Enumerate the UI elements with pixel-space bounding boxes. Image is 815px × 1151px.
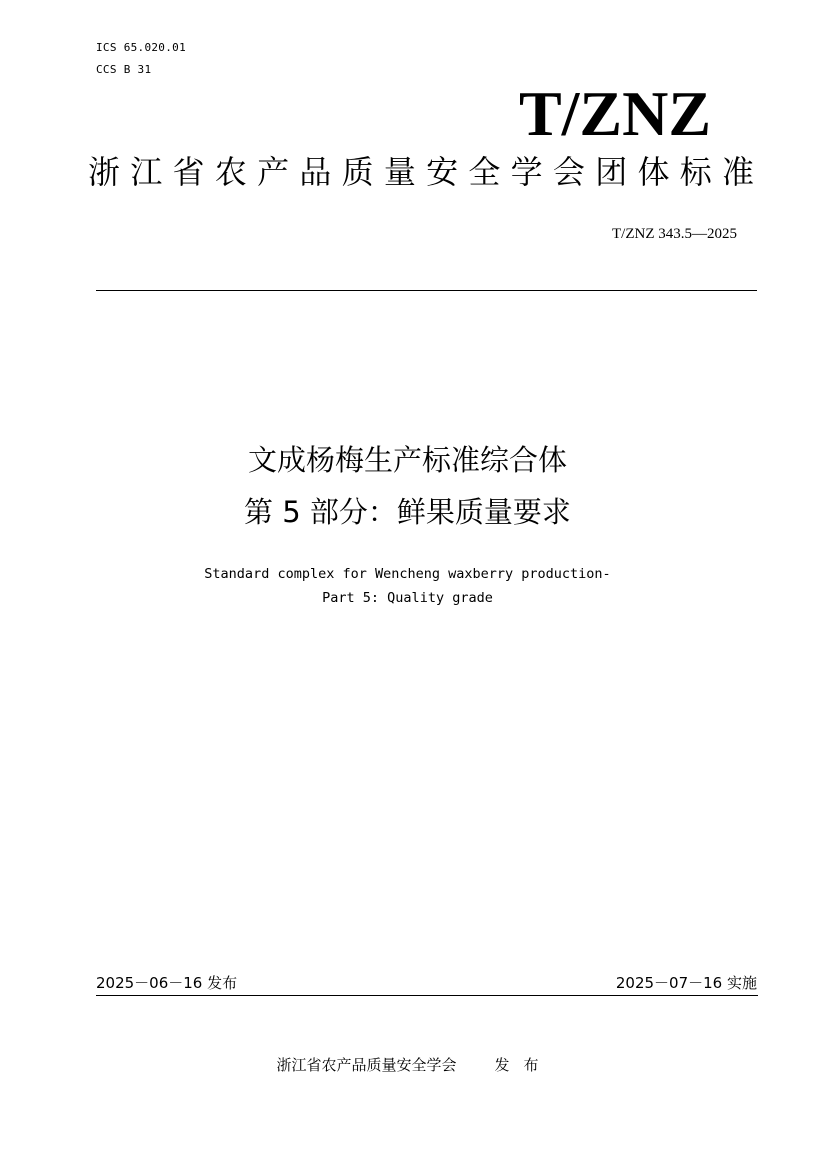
publish-date: 2025－06－16 发布: [96, 974, 238, 992]
standard-mark: T/ZNZ: [518, 78, 711, 149]
document-title: 文成杨梅生产标准综合体: [247, 443, 567, 477]
ics-code: ICS 65.020.01: [96, 41, 186, 54]
organization-heading-char: 准: [721, 153, 754, 191]
ccs-code: CCS B 31: [96, 63, 152, 76]
english-title-line-1: Standard complex for Wencheng waxberry production-: [204, 566, 611, 582]
organization-heading-char: 品: [299, 153, 332, 191]
document-subtitle: 第 5 部分：鲜果质量要求: [244, 495, 571, 529]
publisher-name: 浙江省农产品质量安全学会: [276, 1056, 457, 1074]
organization-heading-char: 团: [595, 153, 628, 191]
english-title-line-2: Part 5: Quality grade: [322, 590, 493, 606]
organization-heading-char: 省: [172, 153, 205, 191]
organization-heading-char: 会: [552, 153, 585, 191]
effective-date: 2025－07－16 实施: [615, 974, 757, 992]
publisher-line: [0, 1054, 815, 1075]
organization-heading-char: 浙: [88, 153, 121, 191]
organization-heading-char: 江: [130, 153, 163, 191]
organization-heading-char: 全: [468, 153, 501, 191]
organization-heading-char: 质: [341, 153, 374, 191]
organization-heading-char: 标: [679, 153, 712, 191]
top-divider: [96, 290, 757, 291]
organization-heading-char: 农: [214, 153, 247, 191]
organization-heading-char: 安: [426, 153, 459, 191]
bottom-divider: [96, 995, 758, 996]
organization-heading-char: 体: [637, 153, 670, 191]
organization-heading: [88, 155, 754, 190]
organization-heading-char: 产: [257, 153, 290, 191]
organization-heading-char: 量: [383, 153, 416, 191]
standard-number: T/ZNZ 343.5—2025: [612, 226, 737, 242]
organization-heading-char: 学: [510, 153, 543, 191]
release-label: 发布: [494, 1056, 553, 1074]
